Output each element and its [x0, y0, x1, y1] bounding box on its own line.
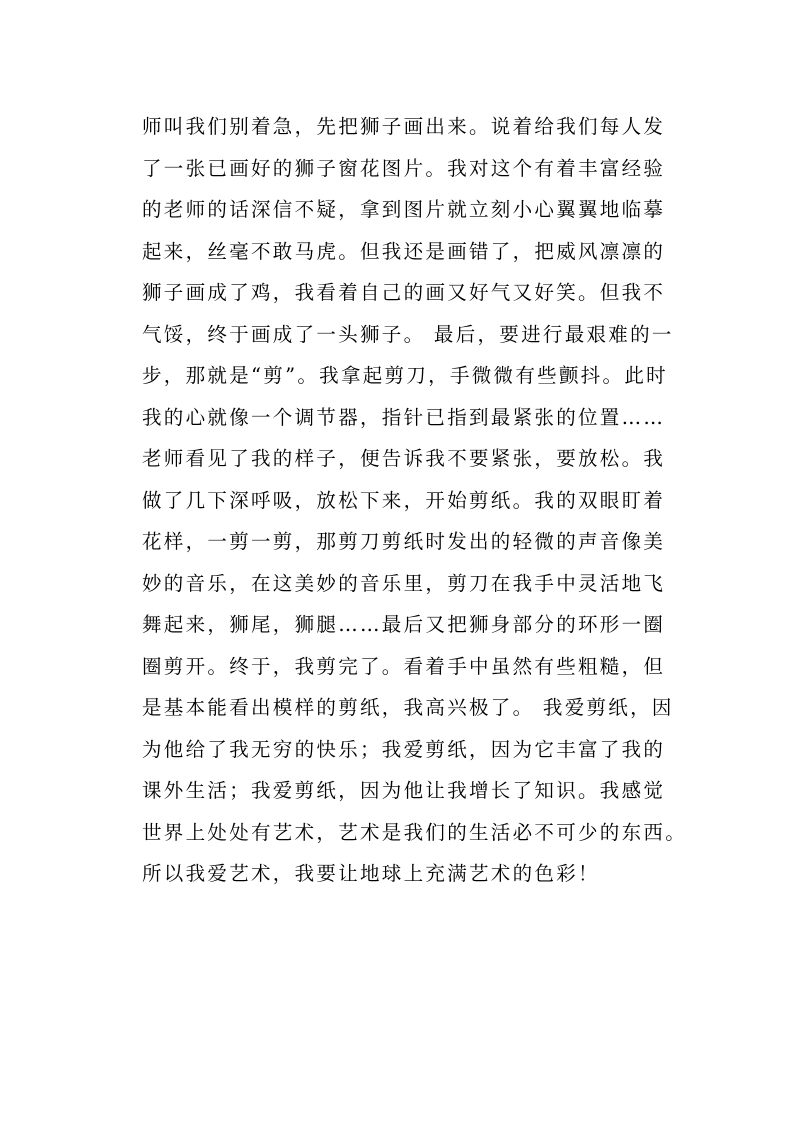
text-line: 课外生活；我爱剪纸，因为他让我增长了知识。我感觉	[142, 779, 666, 802]
text-line: 我的心就像一个调节器，指针已指到最紧张的位置……	[142, 405, 666, 429]
text-line: 的老师的话深信不疑，拿到图片就立刻小心翼翼地临摹	[142, 198, 666, 221]
body-text	[142, 106, 688, 895]
text-line: 妙的音乐，在这美妙的音乐里，剪刀在我手中灵活地飞	[142, 571, 666, 595]
text-line: 舞起来，狮尾，狮腿……最后又把狮身部分的环形一圈	[142, 613, 666, 636]
text-line: 老师看见了我的样子，便告诉我不要紧张，要放松。我	[142, 447, 666, 470]
text-line: 做了几下深呼吸，放松下来，开始剪纸。我的双眼盯着	[142, 488, 666, 512]
text-line: 狮子画成了鸡，我看着自己的画又好气又好笑。但我不	[142, 281, 666, 304]
text-line: 世界上处处有艺术，艺术是我们的生活必不可少的东西。	[142, 820, 688, 844]
text-line: 起来，丝毫不敢马虎。但我还是画错了，把威风凛凛的	[142, 239, 666, 263]
text-line: 步，那就是“剪”。我拿起剪刀，手微微有些颤抖。此时	[142, 364, 668, 387]
text-line: 圈剪开。终于，我剪完了。看着手中虽然有些粗糙，但	[142, 654, 666, 678]
text-line: 为他给了我无穷的快乐；我爱剪纸，因为它丰富了我的	[142, 737, 666, 761]
text-line: 了一张已画好的狮子窗花图片。我对这个有着丰富经验	[142, 156, 666, 180]
text-line: 是基本能看出模样的剪纸，我高兴极了。 我爱剪纸，因	[142, 696, 674, 719]
text-line: 所以我爱艺术，我要让地球上充满艺术的色彩！	[142, 862, 600, 885]
text-line: 花样，一剪一剪，那剪刀剪纸时发出的轻微的声音像美	[142, 530, 666, 553]
text-line: 师叫我们别着急，先把狮子画出来。说着给我们每人发	[142, 115, 666, 138]
text-line: 气馁，终于画成了一头狮子。 最后，要进行最艰难的一	[142, 322, 674, 346]
